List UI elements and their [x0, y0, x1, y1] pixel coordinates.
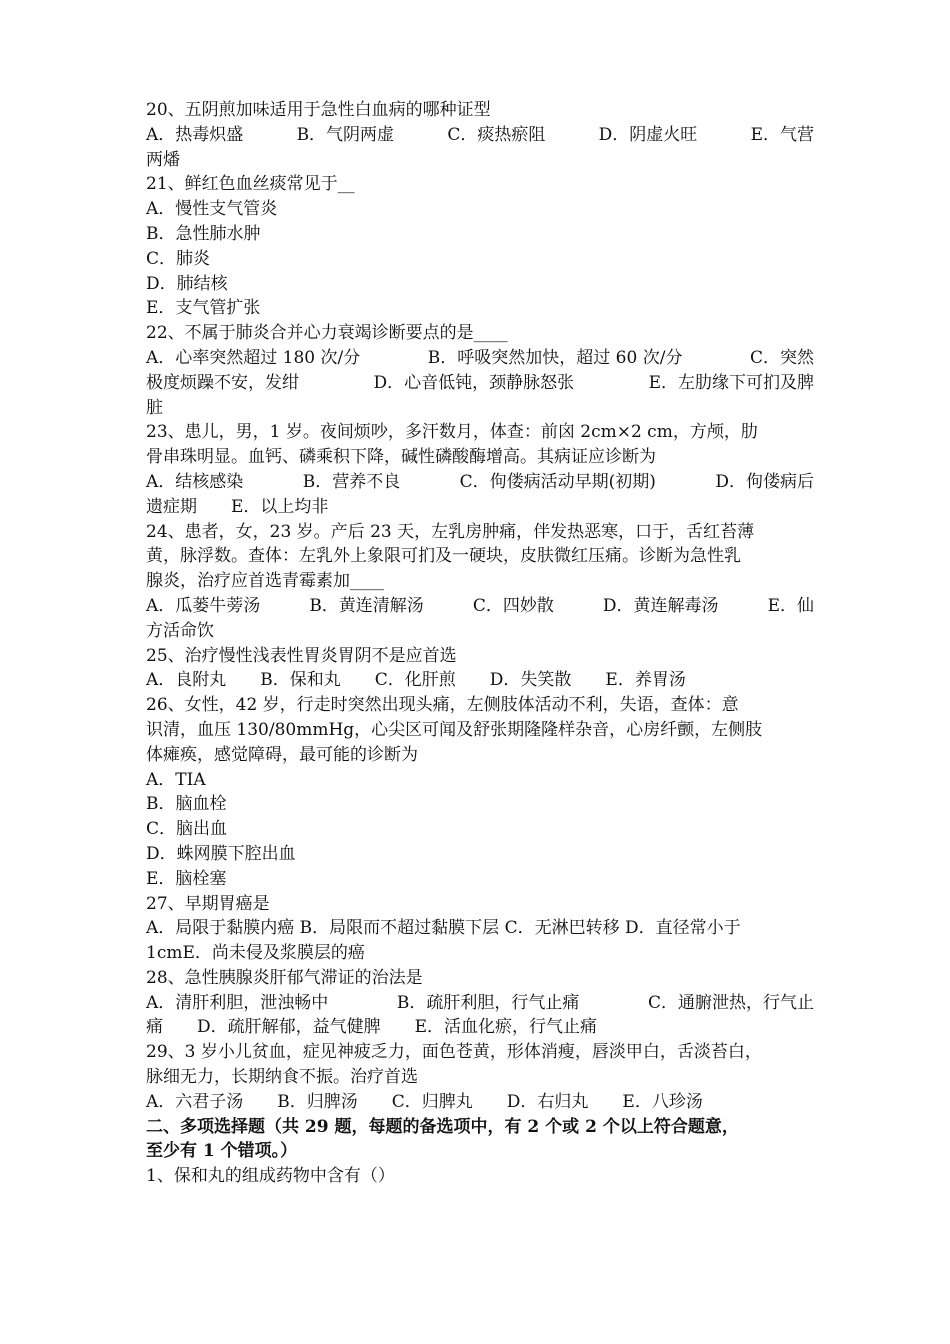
option-d: D．肺结核	[146, 273, 228, 294]
question-23-stem-line1: 23、患儿，男，1 岁。夜间烦吵，多汗数月，体查：前囟 2cm×2 cm，方颅，肋	[146, 422, 758, 443]
question-26-stem-line3: 体瘫痪，感觉障碍，最可能的诊断为	[146, 744, 418, 765]
option-b: B．疏肝利胆，行气止痛	[396, 992, 580, 1013]
option-d: D．阴虚火旺	[598, 124, 698, 145]
option-d: D．黄连解毒汤	[602, 595, 719, 616]
option-c: C．痰热瘀阻	[447, 124, 546, 145]
question-22-options-line1	[146, 346, 814, 371]
option-c-cont: 极度烦躁不安，发绀	[146, 372, 299, 393]
question-28-options-line2: 痛 D．疏肝解郁，益气健脾 E．活血化瘀，行气止痛	[146, 1017, 598, 1038]
section-heading-line2: 至少有 1 个错项。）	[146, 1141, 298, 1162]
question-24-stem-line2: 黄，脉浮数。查体：左乳外上象限可扪及一硬块，皮肤微红压痛。诊断为急性乳	[146, 546, 741, 567]
question-24-options-line1	[146, 594, 814, 619]
option-b: B．黄连清解汤	[309, 595, 424, 616]
option-d: D．蛛网膜下腔出血	[146, 843, 296, 864]
question-25-stem: 25、治疗慢性浅表性胃炎胃阴不是应首选	[146, 645, 457, 666]
question-27-stem: 27、早期胃癌是	[146, 893, 270, 914]
section2-question-1-stem: 1、保和丸的组成药物中含有（）	[146, 1166, 395, 1187]
question-22-options-line2	[146, 371, 814, 396]
question-27-options-line2: 1cmE．尚未侵及浆膜层的癌	[146, 943, 365, 964]
option-a: A．慢性支气管炎	[146, 199, 278, 220]
option-a: A．瓜蒌牛蒡汤	[146, 595, 261, 616]
option-d: D．佝偻病后	[715, 471, 814, 492]
option-c: C．脑出血	[146, 819, 228, 840]
document-page	[146, 98, 814, 1189]
question-22-stem: 22、不属于肺炎合并心力衰竭诊断要点的是____	[146, 323, 508, 344]
question-27-options-line1: A．局限于黏膜内癌 B．局限而不超过黏膜下层 C．无淋巴转移 D．直径常小于	[146, 918, 741, 939]
question-23-options-line1	[146, 470, 814, 495]
option-b: B．脑血栓	[146, 794, 227, 815]
option-e: E．脑栓塞	[146, 868, 227, 889]
question-24-stem-line1: 24、患者，女，23 岁。产后 23 天，左乳房肿痛，伴发热恶寒，口于，舌红苔薄	[146, 521, 755, 542]
question-20-options-cont: 两燔	[146, 149, 180, 170]
option-e: E．支气管扩张	[146, 298, 261, 319]
option-c: C．四妙散	[472, 595, 554, 616]
question-26-stem-line2: 识清，血压 130/80mmHg，心尖区可闻及舒张期隆隆样杂音，心房纤颤，左侧肢	[146, 719, 763, 740]
section-heading-line1: 二、多项选择题（共 29 题，每题的备选项中，有 2 个或 2 个以上符合题意，	[146, 1116, 739, 1137]
option-b: B．营养不良	[302, 471, 401, 492]
question-23-options-line2: 遗症期 E．以上均非	[146, 496, 329, 517]
option-e: E．气营	[750, 124, 814, 145]
question-20-options	[146, 123, 814, 148]
option-c: C．佝偻病活动早期(初期)	[459, 471, 656, 492]
option-b: B．呼吸突然加快，超过 60 次/分	[427, 347, 683, 368]
option-b: B．急性肺水肿	[146, 223, 261, 244]
question-24-options-line2: 方活命饮	[146, 620, 214, 641]
question-29-stem-line1: 29、3 岁小儿贫血，症见神疲乏力，面色苍黄，形体消瘦，唇淡甲白，舌淡苔白，	[146, 1042, 762, 1063]
option-d: D．心音低钝，颈静脉怒张	[373, 372, 575, 393]
option-b: B．气阴两虚	[296, 124, 395, 145]
question-24-stem-line3: 腺炎，治疗应首选青霉素加____	[146, 571, 384, 592]
question-25-options: A．良附丸 B．保和丸 C．化肝煎 D．失笑散 E．养胃汤	[146, 670, 686, 691]
option-c: C．肺炎	[146, 248, 211, 269]
question-23-stem-line2: 骨串珠明显。血钙、磷乘积下降，碱性磷酸酶增高。其病证应诊断为	[146, 447, 656, 468]
option-a: A．TIA	[146, 769, 206, 790]
option-e: E．仙	[767, 595, 814, 616]
option-c: C．通腑泄热，行气止	[647, 992, 814, 1013]
question-21-stem: 21、鲜红色血丝痰常见于__	[146, 174, 355, 195]
question-22-options-line3: 脏	[146, 397, 163, 418]
question-26-stem-line1: 26、女性，42 岁，行走时突然出现头痛，左侧肢体活动不利，失语，查体：意	[146, 695, 739, 716]
question-28-options-line1	[146, 991, 814, 1016]
option-e: E．左肋缘下可扪及脾	[648, 372, 814, 393]
option-c: C．突然	[749, 347, 814, 368]
question-29-options: A．六君子汤 B．归脾汤 C．归脾丸 D．右归丸 E．八珍汤	[146, 1091, 703, 1112]
option-a: A．热毒炽盛	[146, 124, 244, 145]
question-20-stem: 20、五阴煎加味适用于急性白血病的哪种证型	[146, 100, 491, 120]
option-a: A．清肝利胆，泄浊畅中	[146, 992, 329, 1013]
question-29-stem-line2: 脉细无力，长期纳食不振。治疗首选	[146, 1067, 418, 1088]
question-28-stem: 28、急性胰腺炎肝郁气滞证的治法是	[146, 967, 423, 988]
option-a: A．结核感染	[146, 471, 244, 492]
option-a: A．心率突然超过 180 次/分	[146, 347, 361, 368]
